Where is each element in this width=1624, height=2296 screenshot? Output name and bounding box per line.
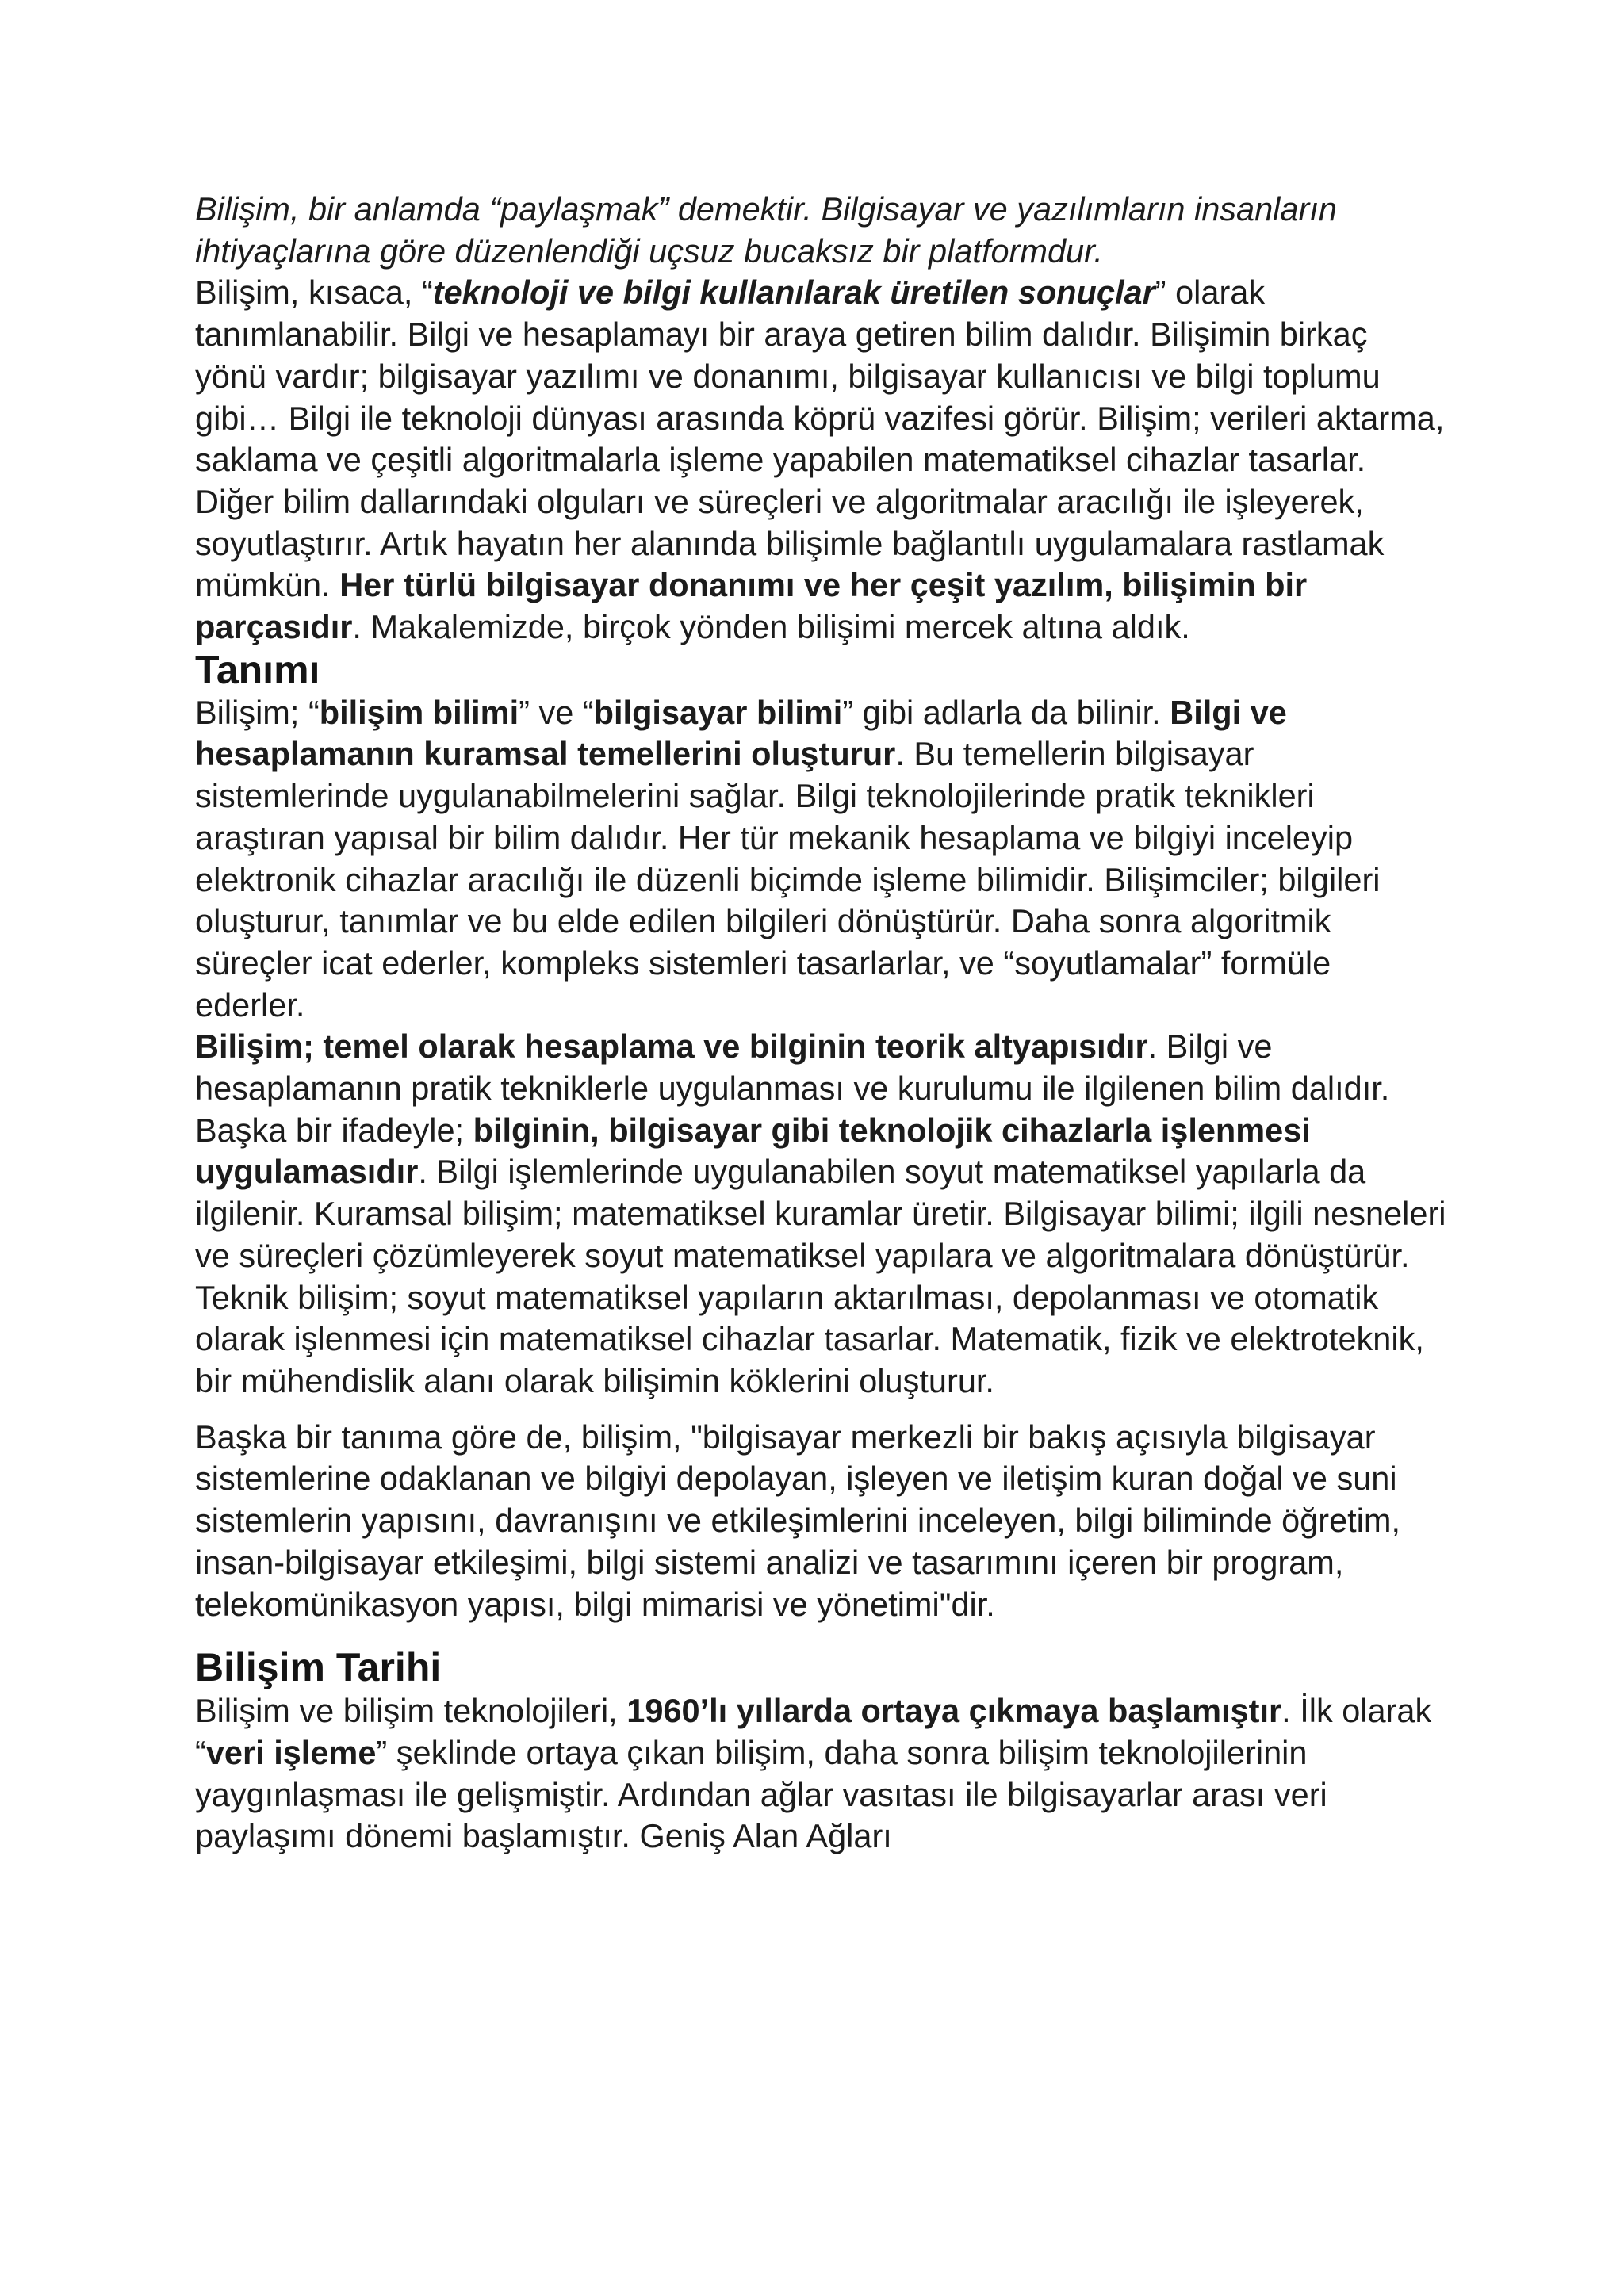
intro-paragraph: Bilişim, bir anlamda “paylaşmak” demektir. Bilgisayar ve yazılımların insanların ihtiyaçlarına göre düzenlendiği uçsuz bucaksız bir platformdur. xyxy=(195,190,1337,270)
text-run: ” şeklinde ortaya çıkan bilişim, daha sonra bilişim teknolojilerinin yaygınlaşması ile gelişmiştir. Ardından ağlar vasıtası ile bilgisayarlar arası veri paylaşımı dönemi başlamıştır. Geniş Alan Ağları xyxy=(195,1733,1327,1855)
section-heading-tanimi: Tanımı xyxy=(195,647,320,692)
text-run: ” olarak tanımlanabilir. Bilgi ve hesaplamayı bir araya getiren bilim dalıdır. Bilişimin birkaç yönü vardır; bilgisayar yazılımı ve donanımı, bilgisayar kullanıcısı ve bilgi toplumu gibi… Bilgi ile teknoloji dünyası arasında köprü vazifesi görür. Bilişim; verileri aktarma, saklama ve çeşitli algoritmalarla işleme yapabilen matematiksel cihazlar tasarlar. Diğer bilim dallarındaki olguları ve süreçleri ve algoritmalar aracılığı ile işleyerek, soyutlaştırır. Artık hayatın her alanında bilişimle bağlantılı uygulamalara rastlamak mümkün. xyxy=(195,274,1445,604)
text-run: Bilişim ve bilişim teknolojileri, xyxy=(195,1692,627,1730)
paragraph-history xyxy=(195,1690,1448,1858)
bold-text: Bilgi ve hesaplamanın kuramsal temellerini oluşturur xyxy=(195,693,1287,773)
paragraph-alternative-definition: Başka bir tanıma göre de, bilişim, "bilgisayar merkezli bir bakış açısıyla bilgisayar sistemlerine odaklanan ve bilgiyi depolayan, işleyen ve iletişim kuran doğal ve suni sistemlerin yapısını, davranışını ve etkileşimlerini inceleyen, bilgi biliminde öğretim, insan-bilgisayar etkileşimi, bilgi sistemi analizi ve tasarımını içeren bir program, telekomünikasyon yapısı, bilgi mimarisi ve yönetimi"dir. xyxy=(195,1418,1400,1623)
bold-text: 1960’lı yıllarda ortaya çıkmaya başlamıştır xyxy=(626,1692,1282,1730)
bold-text: bilişim bilimi xyxy=(319,693,519,731)
bold-text: veri işleme xyxy=(205,1733,377,1771)
text-run: ” ve “ xyxy=(519,693,594,731)
section-heading-tarihi: Bilişim Tarihi xyxy=(195,1645,442,1690)
paragraph-tanimi xyxy=(195,692,1448,1027)
text-run: . Bilgi işlemlerinde uygulanabilen soyut matematiksel yapılarla da ilgilenir. Kuramsal bilişim; matematiksel kuramlar üretir. Bilgisayar bilimi; ilgili nesneleri ve süreçleri çözümleyerek soyut matematiksel yapılara ve algoritmalara dönüştürür. Teknik bilişim; soyut matematiksel yapıların aktarılması, depolanması ve otomatik olarak işlenmesi için matematiksel cihazlar tasarlar. Matematik, fizik ve elektroteknik, bir mühendislik alanı olarak bilişimin köklerini oluşturur. xyxy=(195,1153,1446,1399)
text-run: Bilişim; “ xyxy=(195,693,320,731)
bold-text: bilgisayar bilimi xyxy=(593,693,843,731)
bold-text: bilginin, bilgisayar gibi teknolojik cihazlarla işlenmesi uygulamasıdır xyxy=(195,1111,1311,1191)
text-run: ” gibi adlarla da bilinir. xyxy=(842,693,1170,731)
text-run: . Bilgi ve hesaplamanın pratik tekniklerle uygulanması ve kurulumu ile ilgilenen bilim dalıdır. Başka bir ifadeyle; xyxy=(195,1027,1390,1149)
bold-text: Her türlü bilgisayar donanımı ve her çeşit yazılım, bilişimin bir parçasıdır xyxy=(195,566,1308,646)
bold-text: Bilişim; temel olarak hesaplama ve bilginin teorik altyapısıdır xyxy=(195,1027,1148,1066)
text-run: . Makalemizde, birçok yönden bilişimi mercek altına aldık. xyxy=(352,608,1190,646)
document-body xyxy=(195,189,1448,1858)
emphasis-text: teknoloji ve bilgi kullanılarak üretilen sonuçlar xyxy=(432,274,1155,312)
text-run: . Bu temellerin bilgisayar sistemlerinde uygulanabilmelerini sağlar. Bilgi teknolojilerinde pratik teknikleri araştıran yapısal bir bilim dalıdır. Her tür mekanik hesaplama ve bilgiyi inceleyip elektronik cihazlar aracılığı ile düzenli biçimde işleme bilimidir. Bilişimciler; bilgileri oluşturur, tanımlar ve bu elde edilen bilgileri dönüştürür. Daha sonra algoritmik süreçler icat ederler, kompleks sistemleri tasarlarlar, ve “soyutlamalar” formüle ederler. xyxy=(195,735,1381,1024)
text-run: Bilişim, kısaca, “ xyxy=(195,274,433,312)
paragraph-definition-overview xyxy=(195,272,1448,648)
paragraph-theory xyxy=(195,1026,1448,1402)
text-run: . İlk olarak “ xyxy=(195,1692,1432,1771)
